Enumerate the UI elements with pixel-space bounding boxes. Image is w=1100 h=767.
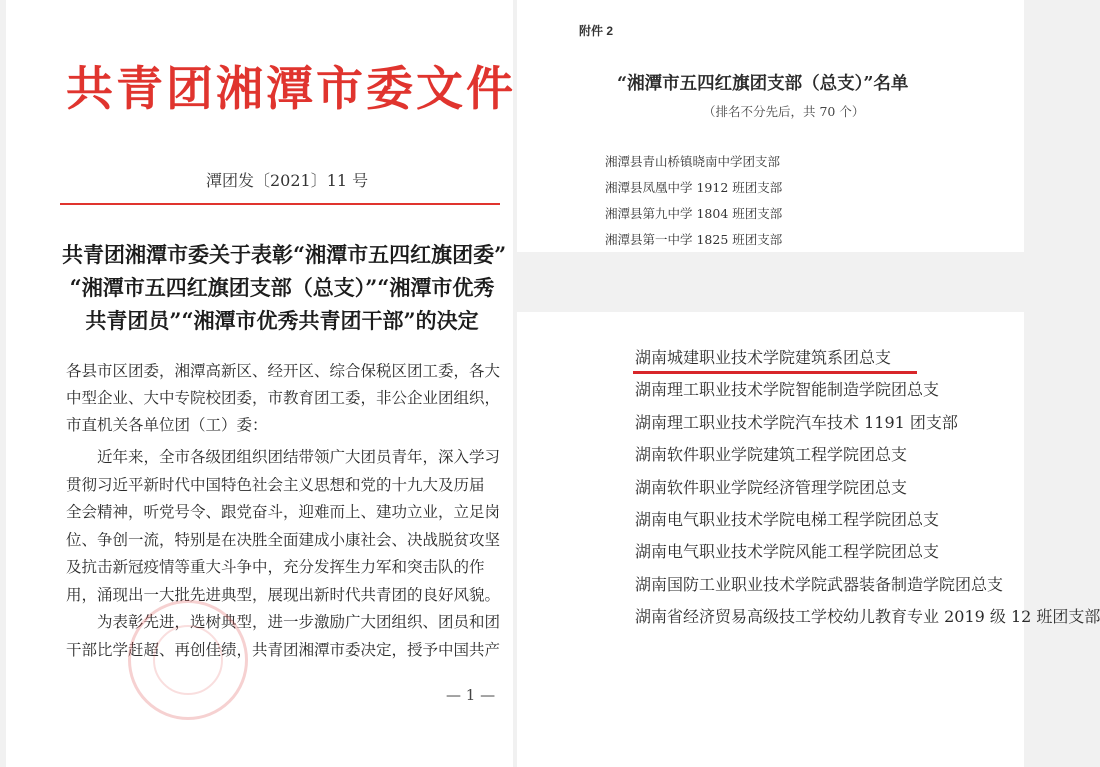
- list-item: 湖南电气职业技术学院风能工程学院团总支: [635, 542, 940, 562]
- body-line: 干部比学赶超、再创佳绩，共青团湘潭市委决定，授予中国共产: [66, 640, 501, 659]
- list-item: 湘潭县青山桥镇晓南中学团支部: [605, 154, 781, 169]
- list-item: 湖南软件职业学院建筑工程学院团总支: [635, 445, 908, 465]
- body-line: 用，涌现出一大批先进典型，展现出新时代共青团的良好风貌。: [66, 585, 501, 604]
- list-title: “湘潭市五四红旗团支部（总支）”名单: [617, 74, 909, 94]
- official-seal: [128, 600, 248, 720]
- list-item: 湖南省经济贸易高级技工学校幼儿教育专业 2019 级 12 班团支部: [635, 607, 1100, 627]
- body-line: 近年来，全市各级团组织团结带领广大团员青年，深入学习: [66, 448, 501, 466]
- body-line: 贯彻习近平新时代中国特色社会主义思想和党的十九大及历届: [66, 475, 485, 494]
- bottom-list: [635, 342, 1100, 634]
- title-line: 共青团湘潭市委关于表彰“湘潭市五四红旗团委”: [62, 242, 507, 267]
- header-divider: [60, 203, 500, 205]
- document-title: [62, 238, 507, 337]
- list-item: 湖南理工职业技术学院智能制造学院团总支: [635, 380, 940, 400]
- page-number: — 1 —: [446, 686, 496, 704]
- list-item: 湘潭县第九中学 1804 班团支部: [605, 206, 783, 221]
- list-item: 湖南软件职业学院经济管理学院团总支: [635, 477, 908, 497]
- addressee-line: 市直机关各单位团（工）委：: [66, 416, 268, 434]
- seal-inner-ring: [153, 625, 223, 695]
- addressee-line: 各县市区团委，湘潭高新区、经开区、综合保税区团工委，各大: [66, 362, 501, 380]
- title-line: 共青团员”“湘潭市优秀共青团干部”的决定: [85, 308, 479, 333]
- body-line: 位、争创一流，特别是在决胜全面建成小康社会、决战脱贫攻坚: [66, 530, 501, 549]
- document-body: [66, 444, 506, 664]
- top-list: [605, 149, 782, 253]
- attachment-label: 附件 2: [579, 24, 614, 38]
- list-item: 湘潭县第一中学 1825 班团支部: [605, 232, 783, 247]
- attachment-top-page: [517, 0, 1024, 252]
- body-line: 全会精神，听党号令、跟党奋斗，迎难而上、建功立业，立足岗: [66, 503, 501, 521]
- document-number: 潭团发〔2021〕11 号: [206, 171, 369, 190]
- body-line: 及抗击新冠疫情等重大斗争中，充分发挥生力军和突击队的作: [66, 558, 485, 576]
- highlight-underline: [633, 371, 917, 374]
- list-item: 湘潭县凤凰中学 1912 班团支部: [605, 180, 783, 195]
- addressee-line: 中型企业、大中专院校团委，市教育团工委，非公企业团组织，: [66, 389, 501, 407]
- left-document-page: [6, 0, 516, 767]
- document-header: 共青团湘潭市委文件: [66, 62, 516, 117]
- list-item: 湖南理工职业技术学院汽车技术 1191 团支部: [635, 412, 958, 432]
- addressee: [66, 358, 506, 439]
- highlighted-list-item: 湖南城建职业技术学院建筑系团总支: [635, 348, 892, 367]
- list-item: 湖南电气职业技术学院电梯工程学院团总支: [635, 510, 940, 530]
- list-subtitle: （排名不分先后，共 70 个）: [703, 104, 865, 119]
- body-line: 为表彰先进，选树典型，进一步激励广大团组织、团员和团: [66, 613, 501, 631]
- title-line: “湘潭市五四红旗团支部（总支）”“湘潭市优秀: [69, 275, 495, 300]
- list-item: 湖南国防工业职业技术学院武器装备制造学院团总支: [635, 574, 1004, 594]
- attachment-list-page: [517, 312, 1100, 767]
